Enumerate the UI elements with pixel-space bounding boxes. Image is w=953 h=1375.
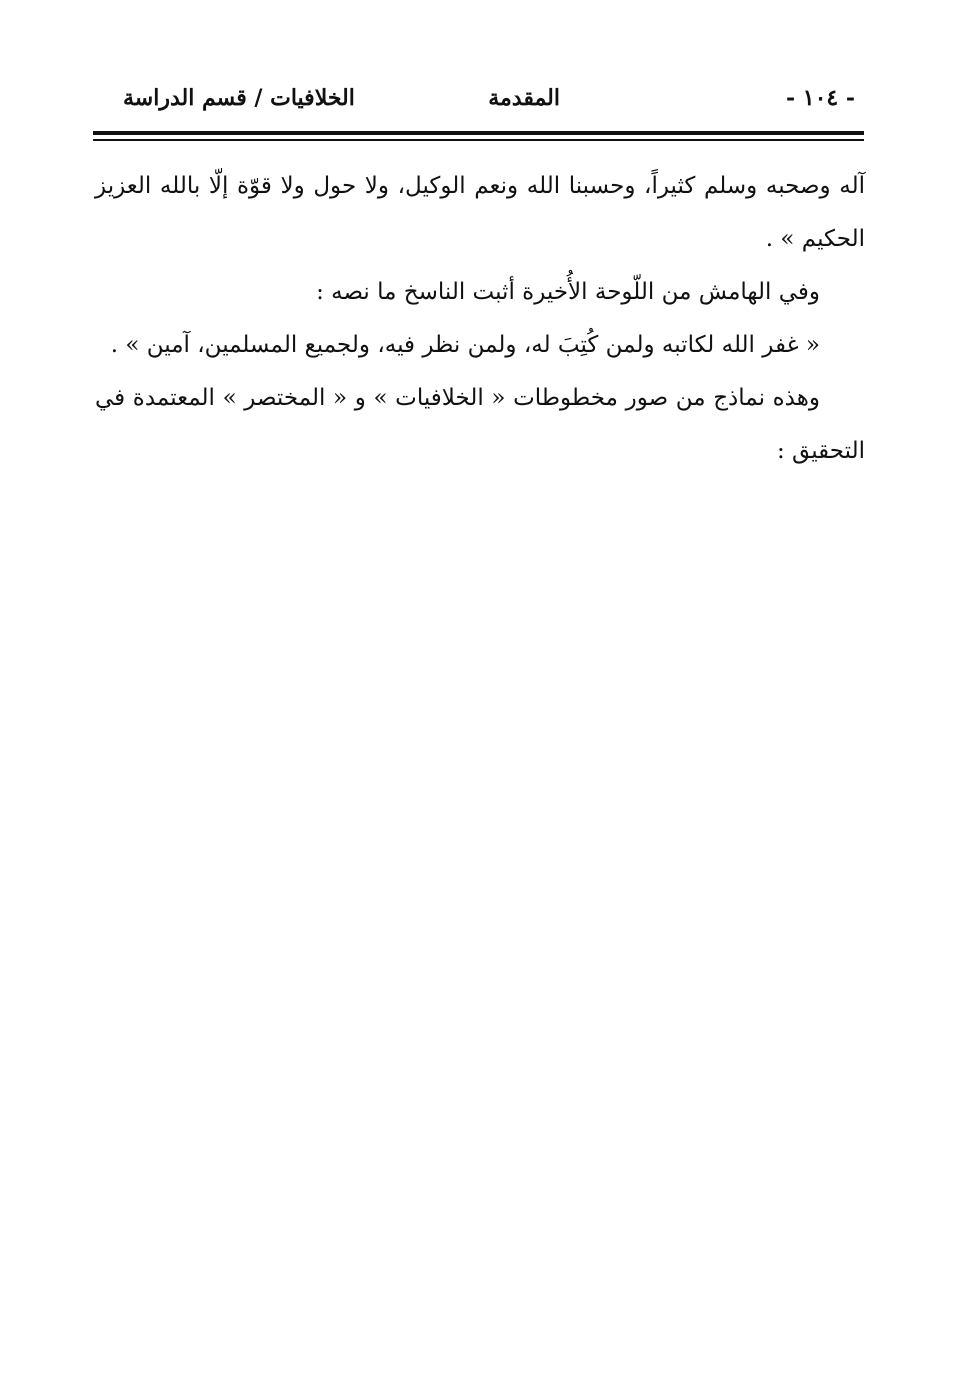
- body-text: [95, 160, 865, 478]
- header-rule-thick: [93, 131, 864, 135]
- book-title: الخلافيات / قسم الدراسة: [123, 85, 355, 111]
- running-header: [95, 80, 865, 120]
- paragraph-3: « غفر الله لكاتبه ولمن كُتِبَ له، ولمن نظر فيه، ولجميع المسلمين، آمين » .: [110, 332, 820, 358]
- paragraph-2: وفي الهامش من اللّوحة الأُخيرة أثبت الناسخ ما نصه :: [316, 279, 820, 305]
- page-number: - ١٠٤ -: [785, 85, 855, 111]
- section-title: المقدمة: [488, 85, 560, 111]
- header-rule-thin: [93, 139, 864, 141]
- paragraph-1: آله وصحبه وسلم كثيراً، وحسبنا الله ونعم الوكيل، ولا حول ولا قوّة إلّا بالله العزيز الحكيم » .: [95, 173, 865, 252]
- paragraph-4: وهذه نماذج من صور مخطوطات « الخلافيات » و « المختصر » المعتمدة في التحقيق :: [95, 385, 865, 464]
